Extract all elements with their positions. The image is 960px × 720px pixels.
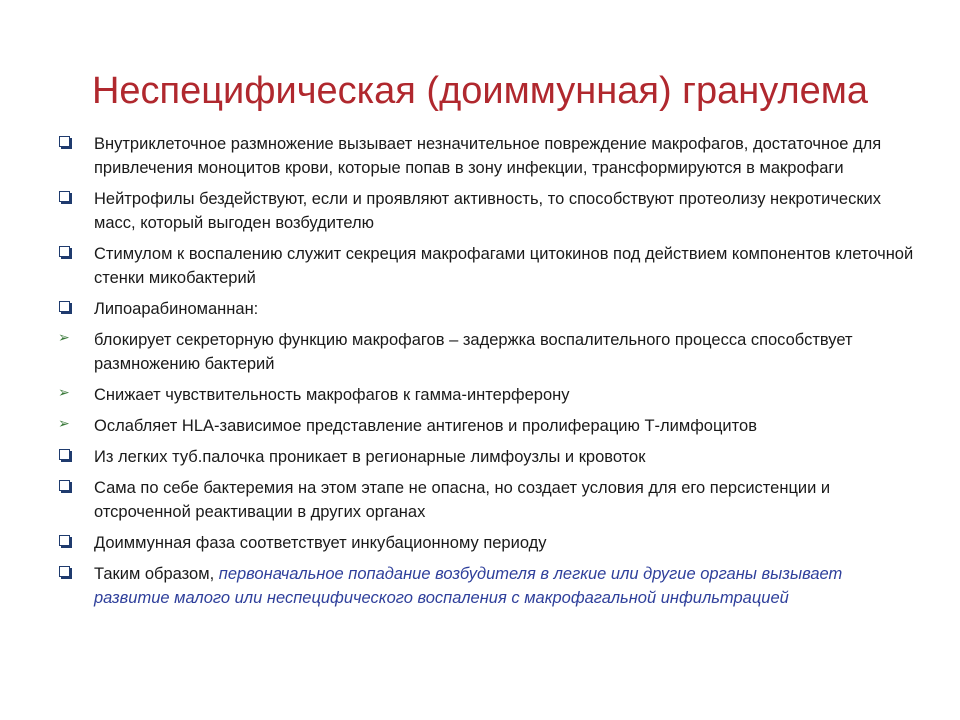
arrow-bullet-icon [58, 414, 94, 434]
item-text [94, 297, 258, 321]
box-glyph [59, 535, 70, 546]
arrow-bullet-icon [58, 383, 94, 403]
checkbox-bullet-icon [58, 132, 94, 152]
bullet-list [58, 132, 918, 617]
item-text-plain: Стимулом к воспалению служит секреция макрофагами цитокинов под действием компонентов клеточной стенки микобактерий [94, 245, 914, 287]
item-text-plain: Липоарабиноманнан: [94, 300, 259, 318]
box-glyph [59, 301, 70, 312]
box-glyph [59, 246, 70, 257]
list-item [58, 445, 918, 469]
list-item [58, 476, 918, 524]
arrow-glyph: ➢ [58, 329, 70, 345]
item-text [94, 383, 570, 407]
item-text [94, 187, 918, 235]
checkbox-bullet-icon [58, 562, 94, 582]
item-text [94, 242, 918, 290]
checkbox-bullet-icon [58, 531, 94, 551]
item-text-plain: Нейтрофилы бездействуют, если и проявляют активность, то способствуют протеолизу некротических масс, который выгоден возбудителю [94, 190, 882, 232]
list-item [58, 187, 918, 235]
list-item [58, 531, 918, 555]
list-item [58, 414, 918, 438]
slide-title: Неспецифическая (доиммунная) гранулема [91, 70, 869, 112]
item-text-plain: Внутриклеточное размножение вызывает незначительное повреждение макрофагов, достаточное для привлечения моноцитов крови, которые попав в зону инфекции, трансформируются в макрофаги [94, 135, 882, 177]
box-glyph [59, 191, 70, 202]
item-text-plain: Сама по себе бактеремия на этом этапе не опасна, но создает условия для его персистенции и отсроченной реактивации в других органах [94, 479, 831, 521]
box-glyph [59, 136, 70, 147]
checkbox-bullet-icon [58, 476, 94, 496]
checkbox-bullet-icon [58, 242, 94, 262]
list-item [58, 562, 918, 610]
item-text [94, 414, 757, 438]
item-text-plain: Из легких туб.палочка проникает в регионарные лимфоузлы и кровоток [94, 448, 646, 466]
list-item [58, 242, 918, 290]
item-text [94, 445, 645, 469]
item-text [94, 562, 918, 610]
box-glyph [59, 480, 70, 491]
arrow-glyph: ➢ [58, 415, 70, 431]
item-text-emphasis: первоначальное попадание возбудителя в легкие или другие органы вызывает развитие малого или неспецифического воспаления с макрофагальной инфильтрацией [94, 565, 843, 607]
checkbox-bullet-icon [58, 297, 94, 317]
checkbox-bullet-icon [58, 187, 94, 207]
item-text [94, 328, 918, 376]
arrow-bullet-icon [58, 328, 94, 348]
list-item [58, 132, 918, 180]
item-text [94, 132, 918, 180]
box-glyph [59, 449, 70, 460]
list-item [58, 297, 918, 321]
item-text-plain: Снижает чувствительность макрофагов к гамма-интерферону [94, 386, 570, 404]
list-item [58, 383, 918, 407]
checkbox-bullet-icon [58, 445, 94, 465]
item-text-plain: Таким образом, [94, 565, 219, 583]
item-text-plain: Ослабляет HLA-зависимое представление антигенов и пролиферацию Т-лимфоцитов [94, 417, 757, 435]
item-text [94, 531, 547, 555]
list-item [58, 328, 918, 376]
item-text [94, 476, 918, 524]
box-glyph [59, 566, 70, 577]
arrow-glyph: ➢ [58, 384, 70, 400]
item-text-plain: блокирует секреторную функцию макрофагов – задержка воспалительного процесса способствует размножению бактерий [94, 331, 853, 373]
item-text-plain: Доиммунная фаза соответствует инкубационному периоду [94, 534, 547, 552]
